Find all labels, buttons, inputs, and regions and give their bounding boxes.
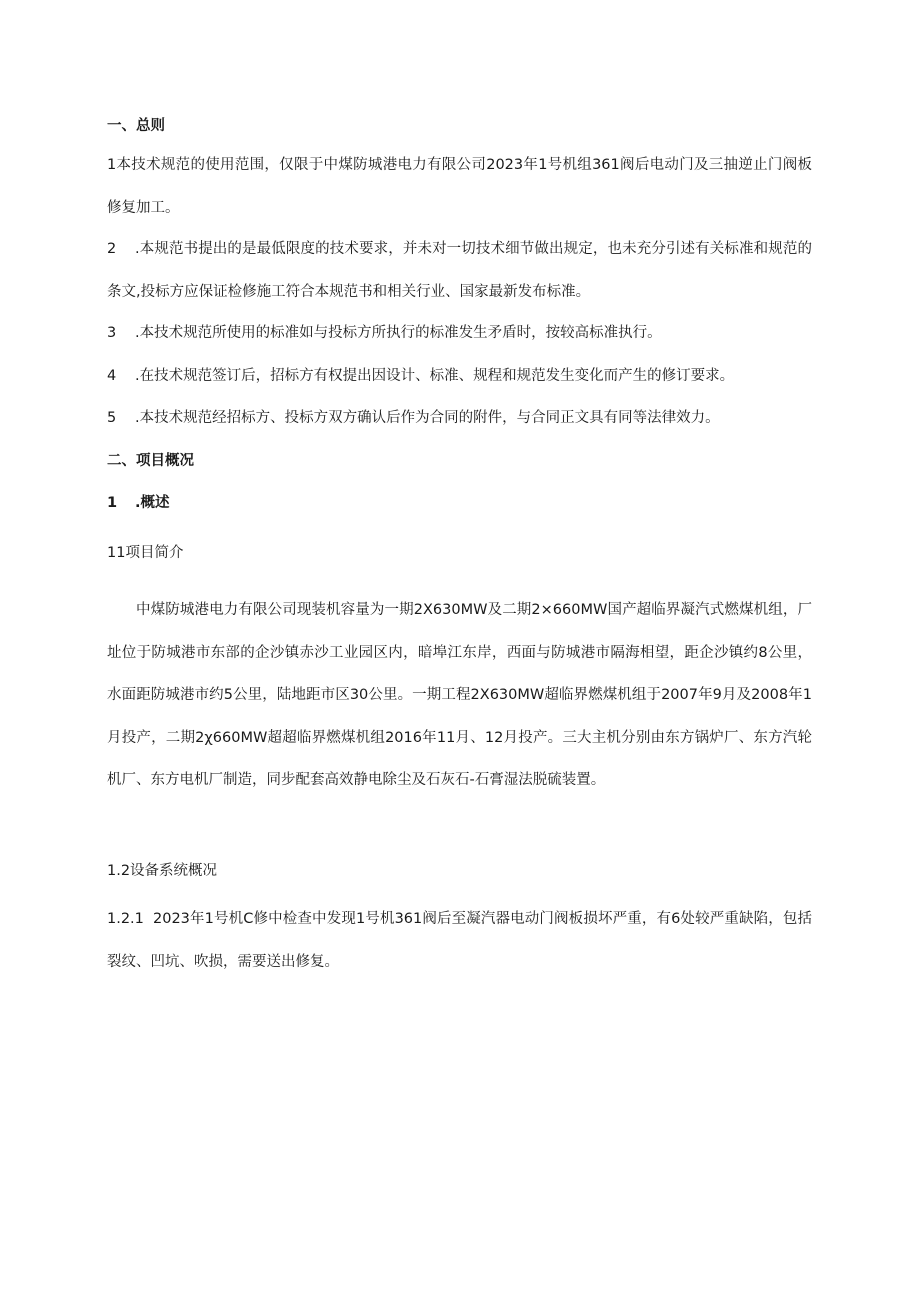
item-number: 5 xyxy=(107,410,117,426)
item-number: 4 xyxy=(107,368,117,384)
subsection-project-intro: 11项目简介 xyxy=(107,545,184,561)
item-number: 3 xyxy=(107,325,117,341)
equipment-item-1-2-1 xyxy=(107,898,812,983)
subsection-summary xyxy=(107,493,170,513)
general-item-3 xyxy=(107,323,662,343)
section-heading-general: 一、总则 xyxy=(107,118,165,134)
item-text: .概述 xyxy=(135,495,170,511)
item-text: .在技术规范签订后，招标方有权提出因设计、标准、规程和规范发生变化而产生的修订要求。 xyxy=(135,368,735,384)
item-text: 2023年1号机C修中检查中发现1号机361阀后至凝汽器电动门阀板损坏严重，有6处较严重缺陷，包括裂纹、凹坑、吹损，需要送出修复。 xyxy=(107,911,812,970)
item-text: .本规范书提出的是最低限度的技术要求，并未对一切技术细节做出规定，也未充分引述有关标准和规范的条文,投标方应保证检修施工符合本规范书和相关行业、国家最新发布标准。 xyxy=(107,241,812,300)
item-text: .本技术规范所使用的标准如与投标方所执行的标准发生矛盾时，按较高标准执行。 xyxy=(135,325,662,341)
project-intro-paragraph: 中煤防城港电力有限公司现装机容量为一期2X630MW及二期2×660MW国产超临界凝汽式燃煤机组，厂址位于防城港市东部的企沙镇赤沙工业园区内，暗埠江东岸，西面与防城港市隔海相望，距企沙镇约8公里，水面距防城港市约5公里，陆地距市区30公里。一期工程2X630MW超临界燃煤机组于2007年9月及2008年1月投产，二期2χ660MW超超临界燃煤机组2016年11月、12月投产。三大主机分别由东方锅炉厂、东方汽轮机厂、东方电机厂制造，同步配套高效静电除尘及石灰石-石膏湿法脱硫装置。 xyxy=(107,602,812,788)
general-item-1: 1本技术规范的使用范围，仅限于中煤防城港电力有限公司2023年1号机组361阀后电动门及三抽逆止门阀板修复加工。 xyxy=(107,157,812,216)
section-heading-overview: 二、项目概况 xyxy=(107,453,194,469)
item-text: .本技术规范经招标方、投标方双方确认后作为合同的附件，与合同正文具有同等法律效力。 xyxy=(135,410,720,426)
subsection-equipment-overview: 1.2设备系统概况 xyxy=(107,863,218,879)
item-number: 1 xyxy=(107,495,118,511)
general-item-4 xyxy=(107,366,734,386)
item-number: 2 xyxy=(107,241,117,257)
item-number: 1.2.1 xyxy=(107,911,144,927)
general-item-2 xyxy=(107,228,812,313)
general-item-5 xyxy=(107,408,720,428)
